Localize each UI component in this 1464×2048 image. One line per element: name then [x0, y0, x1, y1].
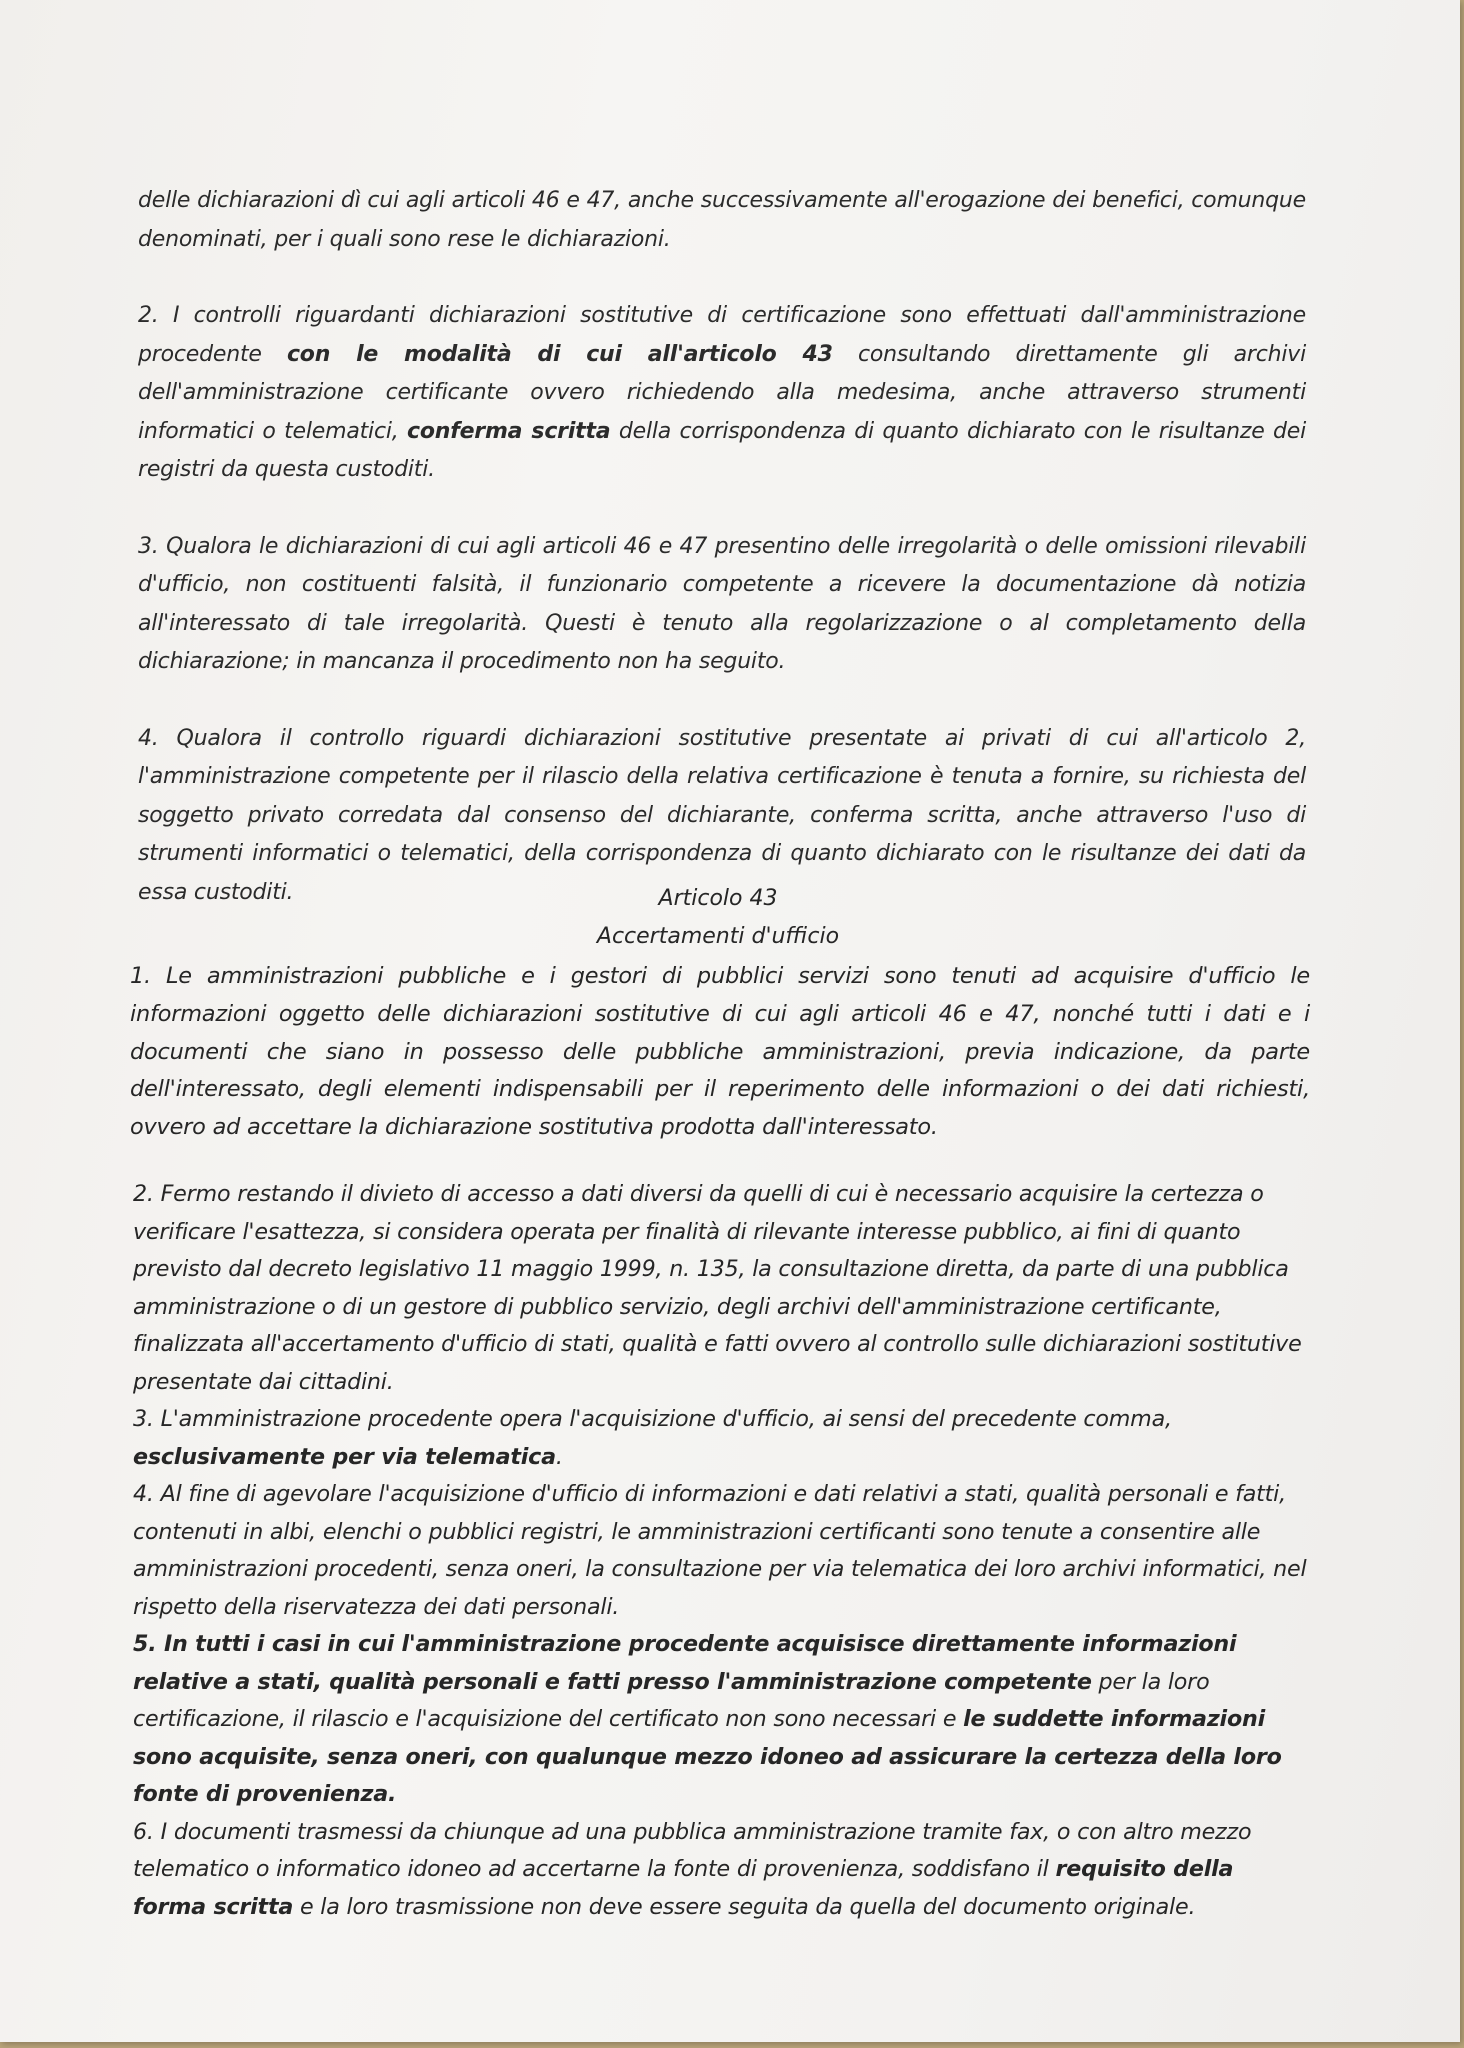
article-43-paragraph-3 [133, 1401, 1308, 1476]
article-43-paragraph-4: 4. Al fine di agevolare l'acquisizione d'ufficio di informazioni e dati relativi a stati, qualità personali e fatti, contenuti in albi, elenchi o pubblici registri, le amministrazioni certificanti sono tenute a consentire alle amministrazioni procedenti, senza oneri, la consultazione per via telematica dei loro archivi informatici, nel rispetto della riservatezza dei dati personali. [133, 1481, 1307, 1620]
paragraph-2-text-b: consultando direttamente gli archivi dell'amministrazione certificante ovvero richiedendo alla medesima, anche attraverso strumenti informatici o telematici, [138, 341, 1307, 444]
article-title: Accertamenti d'ufficio [596, 924, 840, 949]
article-43-paragraph-6-text-b: e la loro trasmissione non deve essere seguita da quella del documento originale. [293, 1893, 1196, 1920]
paragraph-continuation: delle dichiarazioni dì cui agli articoli 46 e 47, anche successivamente all'erogazione dei benefici, comunque denominati, per i quali sono rese le dichiarazioni. [138, 188, 1306, 252]
paragraph-4: 4. Qualora il controllo riguardi dichiarazioni sostitutive presentate ai privati di cui all'articolo 2, l'amministrazione competente per il rilascio della relativa certificazione è tenuta a fornire, su richiesta del soggetto privato corredata dal consenso del dichiarante, conferma scritta, anche attraverso l'uso di strumenti informatici o telematici, della corrispondenza di quanto dichiarato con le risultanze dei dati da essa custoditi. [138, 725, 1306, 905]
article-43-paragraph-5-text: per la loro certificazione, il rilascio e l'acquisizione del certificato non sono necessari e [133, 1668, 1210, 1732]
top-section [138, 182, 1306, 912]
article-43-paragraph-3-text-a: 3. L'amministrazione procedente opera l'acquisizione d'ufficio, ai sensi del precedente comma, [133, 1406, 1172, 1432]
article-43-paragraph-6-text-a: 6. I documenti trasmessi da chiunque ad una pubblica amministrazione tramite fax, o con altro mezzo telematico o informatico idoneo ad accertarne la fonte di provenienza, soddisfano il [133, 1818, 1252, 1882]
article-43-paragraph-3-bold: esclusivamente per via telematica [133, 1443, 556, 1470]
paragraph-2-text-a: 2. I controlli riguardanti dichiarazioni sostitutive di certificazione sono effettuati dall'amministrazione procedente [138, 303, 1306, 367]
paragraph-2 [138, 297, 1306, 490]
article-43-paragraph-5-bold-a: 5. In tutti i casi in cui l'amministrazione procedente acquisisce direttamente informazioni relative a stati, qualità personali e fatti presso l'amministrazione competente [133, 1631, 1237, 1695]
paragraph-2-text-c: della corrispondenza di quanto dichiarato con le risultanze dei registri da questa custoditi. [138, 418, 1306, 482]
paragraph-2-bold-b: conferma scritta [407, 418, 611, 444]
article-43-section-2 [133, 1176, 1308, 1926]
paragraph-3: 3. Qualora le dichiarazioni di cui agli articoli 46 e 47 presentino delle irregolarità o delle omissioni rilevabili d'ufficio, non costituenti falsità, il funzionario competente a ricevere la documentazione dà notizia all'interessato di tale irregolarità. Questi è tenuto alla regolarizzazione o al completamento della dichiarazione; in mancanza il procedimento non ha seguito. [138, 533, 1306, 674]
article-number: Articolo 43 [658, 886, 778, 911]
article-43-paragraph-5-bold-b: le suddette informazioni sono acquisite, senza oneri, con qualunque mezzo idoneo ad assicurare la certezza della loro fonte di provenienza. [133, 1706, 1282, 1807]
paragraph-2-bold-a: con le modalità di cui all'articolo 43 [286, 341, 833, 367]
article-heading [138, 880, 1298, 956]
article-43-paragraph-5 [133, 1626, 1308, 1814]
article-43-paragraph-6 [133, 1814, 1308, 1927]
article-43-paragraph-3-text-b: . [555, 1443, 563, 1470]
article-43-section-1 [130, 958, 1310, 1147]
article-43-paragraph-2: 2. Fermo restando il divieto di accesso a dati diversi da quelli di cui è necessario acquisire la certezza o verificare l'esattezza, si considera operata per finalità di rilevante interesse pubblico, ai fini di quanto previsto dal decreto legislativo 11 maggio 1999, n. 135, la consultazione diretta, da parte di una pubblica amministrazione o di un gestore di pubblico servizio, degli archivi dell'amministrazione certificante, finalizzata all'accertamento d'ufficio di stati, qualità e fatti ovvero al controllo sulle dichiarazioni sostitutive presentate dai cittadini. [133, 1181, 1302, 1395]
article-43-paragraph-1: 1. Le amministrazioni pubbliche e i gestori di pubblici servizi sono tenuti ad acquisire d'ufficio le informazioni oggetto delle dichiarazioni sostitutive di cui agli articoli 46 e 47, nonché tutti i dati e i documenti che siano in possesso delle pubbliche amministrazioni, previa indicazione, da parte dell'interessato, degli elementi indispensabili per il reperimento delle informazioni o dei dati richiesti, ovvero ad accettare la dichiarazione sostitutiva prodotta dall'interessato. [130, 963, 1310, 1141]
article-43-paragraph-6-bold: requisito della forma scritta [133, 1856, 1234, 1920]
